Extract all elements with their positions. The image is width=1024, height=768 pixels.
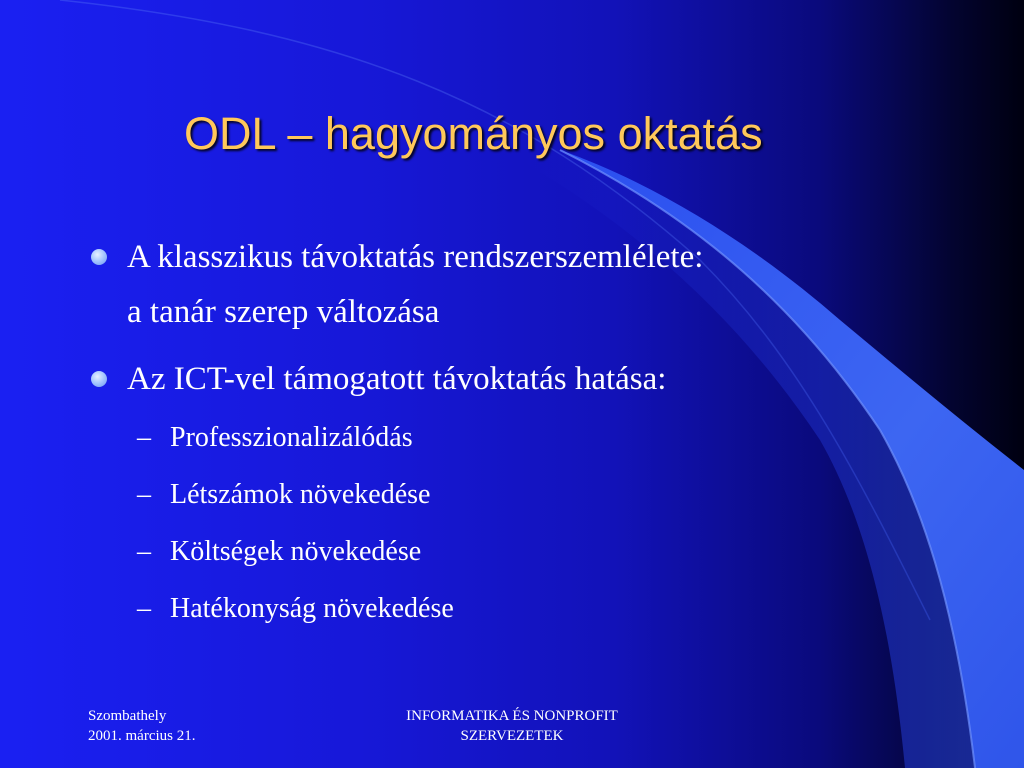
sub-bullet-item — [137, 591, 454, 627]
sub-bullet-text: Költségek növekedése — [170, 536, 422, 567]
sub-bullet-text: Létszámok növekedése — [170, 479, 431, 510]
footer-title — [362, 706, 662, 746]
footer-location-date — [88, 706, 195, 746]
dash-marker: – — [137, 479, 151, 510]
sub-bullet-item — [137, 534, 422, 570]
dash-marker: – — [137, 536, 151, 567]
sub-bullet-text: Hatékonyság növekedése — [170, 593, 454, 624]
sub-bullet-text: Professzionalizálódás — [170, 422, 413, 453]
bullet-dot-icon — [91, 371, 107, 387]
footer-date: 2001. március 21. — [88, 728, 196, 744]
footer-title-line: SZERVEZETEK — [460, 728, 564, 744]
dash-marker: – — [137, 422, 151, 453]
bullet-text-line: A klasszikus távoktatás rendszerszemlélete: — [127, 239, 704, 275]
bullet-item — [127, 237, 703, 277]
bullet-item — [127, 359, 666, 399]
bullet-item-continuation — [127, 292, 439, 332]
dash-marker: – — [137, 593, 151, 624]
bullet-text-line: Az ICT-vel támogatott távoktatás hatása: — [127, 361, 667, 397]
footer-title-line: INFORMATIKA ÉS NONPROFIT — [406, 708, 618, 724]
footer-location: Szombathely — [88, 708, 167, 724]
slide-title: ODL – hagyományos oktatás — [184, 108, 763, 159]
sub-bullet-item — [137, 420, 413, 456]
sub-bullet-item — [137, 477, 431, 513]
bullet-dot-icon — [91, 249, 107, 265]
bullet-text-line: a tanár szerep változása — [127, 294, 440, 330]
